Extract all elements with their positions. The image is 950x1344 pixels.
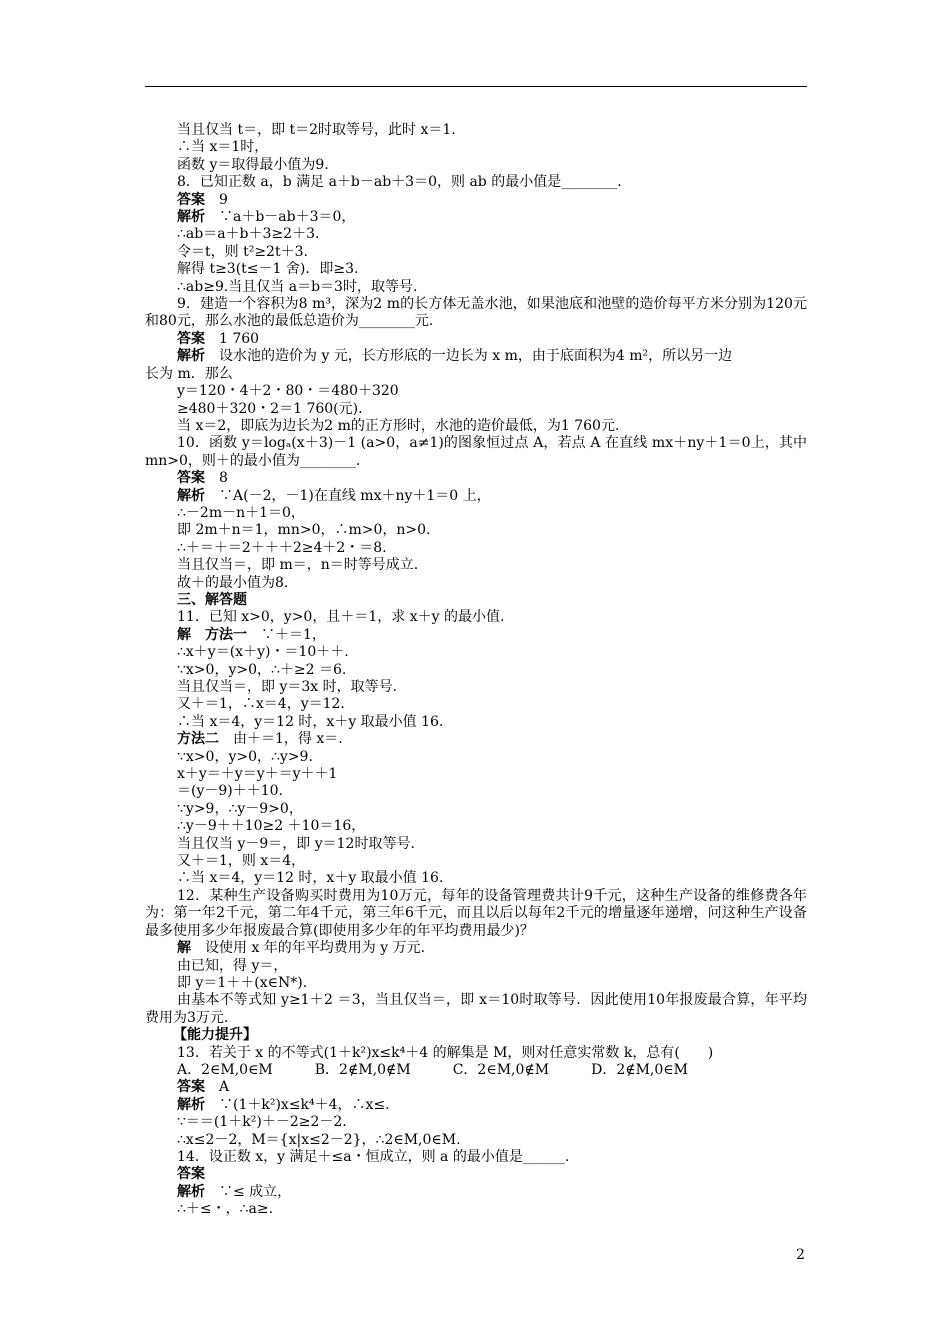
text-line xyxy=(145,279,807,296)
line-text: ∵x>0，y>0，∴y>9. xyxy=(177,748,313,765)
line-text: 1 760 xyxy=(219,330,260,347)
line-label: 答案 xyxy=(177,1079,205,1096)
line-label: 方法二 xyxy=(177,731,219,748)
text-line xyxy=(145,383,807,400)
text-line xyxy=(145,157,807,174)
line-text: 设水池的造价为 y 元，长方形底的一边长为 x m，由于底面积为4 m²，所以另一边 xyxy=(219,348,733,365)
text-line xyxy=(145,783,807,800)
line-text: ∴－2m－n＋1＝0， xyxy=(177,504,305,521)
line-text: 当且仅当 y－9＝，即 y＝12时取等号. xyxy=(177,835,415,852)
line-label: 解析 xyxy=(177,209,205,226)
text-line xyxy=(145,401,807,418)
text-line xyxy=(145,958,807,975)
text-line xyxy=(145,1097,807,1114)
line-text: 三、解答题 xyxy=(177,591,247,608)
text-line xyxy=(145,714,807,731)
text-line xyxy=(145,679,807,696)
line-text: 12．某种生产设备购买时费用为10万元，每年的设备管理费共计9千元，这种生产设备的维修费各年为：第一年2千元，第二年4千元，第三年6千元，而且以后以每年2千元的增量逐年递增，问这种生产设备最多使用多少年报废最合算(即使用多少年的年平均费用最少)？ xyxy=(145,887,807,939)
line-text: ∵(1＋k²)x≤k⁴＋4，∴x≤. xyxy=(219,1096,390,1113)
text-line xyxy=(145,818,807,835)
line-label: 答案 xyxy=(177,1166,205,1183)
line-label: 解析 xyxy=(177,348,205,365)
line-text: 【能力提升】 xyxy=(173,1027,257,1044)
text-line xyxy=(145,139,807,156)
text-line xyxy=(145,1079,807,1096)
line-label: 解析 xyxy=(177,1096,205,1113)
text-line xyxy=(145,470,807,487)
text-line xyxy=(145,731,807,748)
text-line xyxy=(145,940,807,957)
text-line xyxy=(145,244,807,261)
text-line xyxy=(145,975,807,992)
text-line xyxy=(145,1027,807,1044)
text-line xyxy=(145,348,807,365)
line-text: 解得 t≥3(t≤－1 舍)．即≥3. xyxy=(177,261,359,278)
text-line xyxy=(145,644,807,661)
text-line xyxy=(145,331,807,348)
text-line xyxy=(145,1149,807,1166)
line-text: A xyxy=(219,1079,230,1096)
line-text: ∵x>0，y>0，∴＋≥2 ＝6. xyxy=(177,661,347,678)
text-line xyxy=(145,522,807,539)
line-text: 即 2m＋n＝1，mn>0，∴m>0，n>0. xyxy=(177,522,431,539)
line-label: 答案 xyxy=(177,330,205,347)
text-line xyxy=(145,435,807,470)
text-line xyxy=(145,766,807,783)
text-line xyxy=(145,192,807,209)
line-text: 函数 y＝取得最小值为9. xyxy=(177,156,329,173)
line-text: 又＋＝1，则 x＝4， xyxy=(177,853,306,870)
line-text: 当且仅当 t＝，即 t＝2时取等号，此时 x＝1. xyxy=(177,122,456,138)
text-line xyxy=(145,853,807,870)
line-text: 8 xyxy=(219,470,228,487)
text-line xyxy=(145,296,807,331)
text-line xyxy=(145,609,807,626)
line-text: 即 y＝1＋＋(x∈N*). xyxy=(177,974,308,991)
line-text: 令＝t，则 t²≥2t＋3. xyxy=(177,243,308,260)
text-line xyxy=(145,696,807,713)
text-line xyxy=(145,801,807,818)
line-label: 解析 xyxy=(177,487,205,504)
text-line xyxy=(145,1062,807,1079)
text-line xyxy=(145,209,807,226)
line-text: 故＋的最小值为8. xyxy=(177,574,289,591)
line-text: 当 x＝2，即底为边长为2 m的正方形时，水池的造价最低，为1 760元. xyxy=(177,417,620,434)
text-line xyxy=(145,592,807,609)
text-line xyxy=(145,1114,807,1131)
line-label: 解 方法一 xyxy=(177,626,247,643)
text-line xyxy=(145,662,807,679)
page-number: 2 xyxy=(796,1247,805,1263)
text-line xyxy=(145,1166,807,1183)
line-text: ∴当 x＝4，y＝12 时，x＋y 取最小值 16. xyxy=(177,713,444,730)
header-rule xyxy=(145,86,807,87)
text-line xyxy=(145,575,807,592)
line-text: 10．函数 y＝logₐ(x＋3)－1 (a>0，a≠1)的图象恒过点 A，若点 A 在直线 mx＋ny＋1＝0上，其中 mn>0，则＋的最小值为________. xyxy=(145,435,807,469)
line-label: 解析 xyxy=(177,1183,205,1200)
line-text: 8．已知正数 a，b 满足 a＋b－ab＋3＝0，则 ab 的最小值是________. xyxy=(177,174,622,191)
text-line xyxy=(145,488,807,505)
line-text: ∴当 x＝1时， xyxy=(177,139,269,156)
text-line xyxy=(145,627,807,644)
text-line xyxy=(145,261,807,278)
text-line xyxy=(145,226,807,243)
line-text: ∵A(－2，－1)在直线 mx＋ny＋1＝0 上， xyxy=(219,487,491,504)
line-text: 14．设正数 x，y 满足＋≤a・恒成立，则 a 的最小值是______. xyxy=(177,1148,570,1165)
line-text: ∴当 x＝4，y＝12 时，x＋y 取最小值 16. xyxy=(177,870,444,887)
line-text: 又＋＝1，∴x＝4，y＝12. xyxy=(177,696,345,713)
document-body xyxy=(145,122,807,1219)
line-text: ＝(y－9)＋＋10. xyxy=(177,783,284,800)
text-line xyxy=(145,505,807,522)
text-line xyxy=(145,122,807,139)
line-text: ∵≤ 成立， xyxy=(219,1183,292,1200)
line-label: 答案 xyxy=(177,191,205,208)
line-text: 13．若关于 x 的不等式(1＋k²)x≤k⁴＋4 的解集是 M，则对任意实常数 k，总有( ) xyxy=(177,1044,714,1061)
line-label: 答案 xyxy=(177,470,205,487)
line-text: ≥480＋320・2＝1 760(元). xyxy=(177,400,363,417)
line-text: ∵＝＝(1＋k²)＋－2≥2－2. xyxy=(177,1114,347,1131)
text-line xyxy=(145,557,807,574)
line-text: ∵y>9，∴y－9>0， xyxy=(177,800,303,817)
text-line xyxy=(145,366,807,383)
line-text: 由基本不等式知 y≥1＋2 ＝3，当且仅当＝，即 x＝10时取等号．因此使用10年报废最合算，年平均费用为3万元. xyxy=(145,992,807,1026)
line-text: ∴x＋y＝(x＋y)・＝10＋＋. xyxy=(177,644,349,661)
line-text: ∴x≤2－2，M＝{x|x≤2－2}，∴2∈M,0∈M. xyxy=(177,1131,461,1148)
line-text: y＝120・4＋2・80・＝480＋320 xyxy=(177,383,399,400)
text-line xyxy=(145,992,807,1027)
text-line xyxy=(145,1201,807,1218)
text-line xyxy=(145,870,807,887)
text-line xyxy=(145,174,807,191)
line-text: x＋y＝＋y＝y＋＝y＋＋1 xyxy=(177,766,338,783)
line-text: ∴y－9＋＋10≥2 ＋10＝16， xyxy=(177,818,366,835)
line-text: ∵a＋b－ab＋3＝0， xyxy=(219,209,356,226)
line-text: 9 xyxy=(219,191,228,208)
line-text: ∴ab≥9.当且仅当 a＝b＝3时，取等号. xyxy=(177,278,418,295)
line-text: 由＋＝1，得 x＝. xyxy=(233,731,343,748)
line-text: 11．已知 x>0，y>0，且＋＝1，求 x＋y 的最小值. xyxy=(177,609,505,626)
line-text: 9．建造一个容积为8 m³，深为2 m的长方体无盖水池，如果池底和池壁的造价每平方米分别为120元和80元，那么水池的最低总造价为________元. xyxy=(145,296,807,330)
line-text: ∴＋＝＋＝2＋＋＋2≥4＋2・＝8. xyxy=(177,539,387,556)
line-text: ∵＋＝1， xyxy=(261,626,326,643)
text-line xyxy=(145,1184,807,1201)
line-text: 当且仅当＝，即 m＝，n＝时等号成立. xyxy=(177,557,419,574)
text-line xyxy=(145,1132,807,1149)
line-text: ∴ab＝a＋b＋3≥2＋3. xyxy=(177,226,320,243)
text-line xyxy=(145,749,807,766)
line-text: A．2∈M,0∈M B．2∉M,0∉M C．2∈M,0∉M D．2∉M,0∈M xyxy=(177,1061,688,1078)
line-text: ∴＋≤・，∴a≥. xyxy=(177,1201,274,1218)
text-line xyxy=(145,1045,807,1062)
line-text: 设使用 x 年的年平均费用为 y 万元. xyxy=(205,940,426,957)
line-label: 解 xyxy=(177,940,191,957)
text-line xyxy=(145,418,807,435)
text-line xyxy=(145,836,807,853)
text-line xyxy=(145,888,807,940)
text-line xyxy=(145,540,807,557)
line-text: 由已知，得 y＝， xyxy=(177,957,288,974)
line-text: 长为 m．那么 xyxy=(145,365,233,382)
line-text: 当且仅当＝，即 y＝3x 时，取等号. xyxy=(177,679,398,695)
